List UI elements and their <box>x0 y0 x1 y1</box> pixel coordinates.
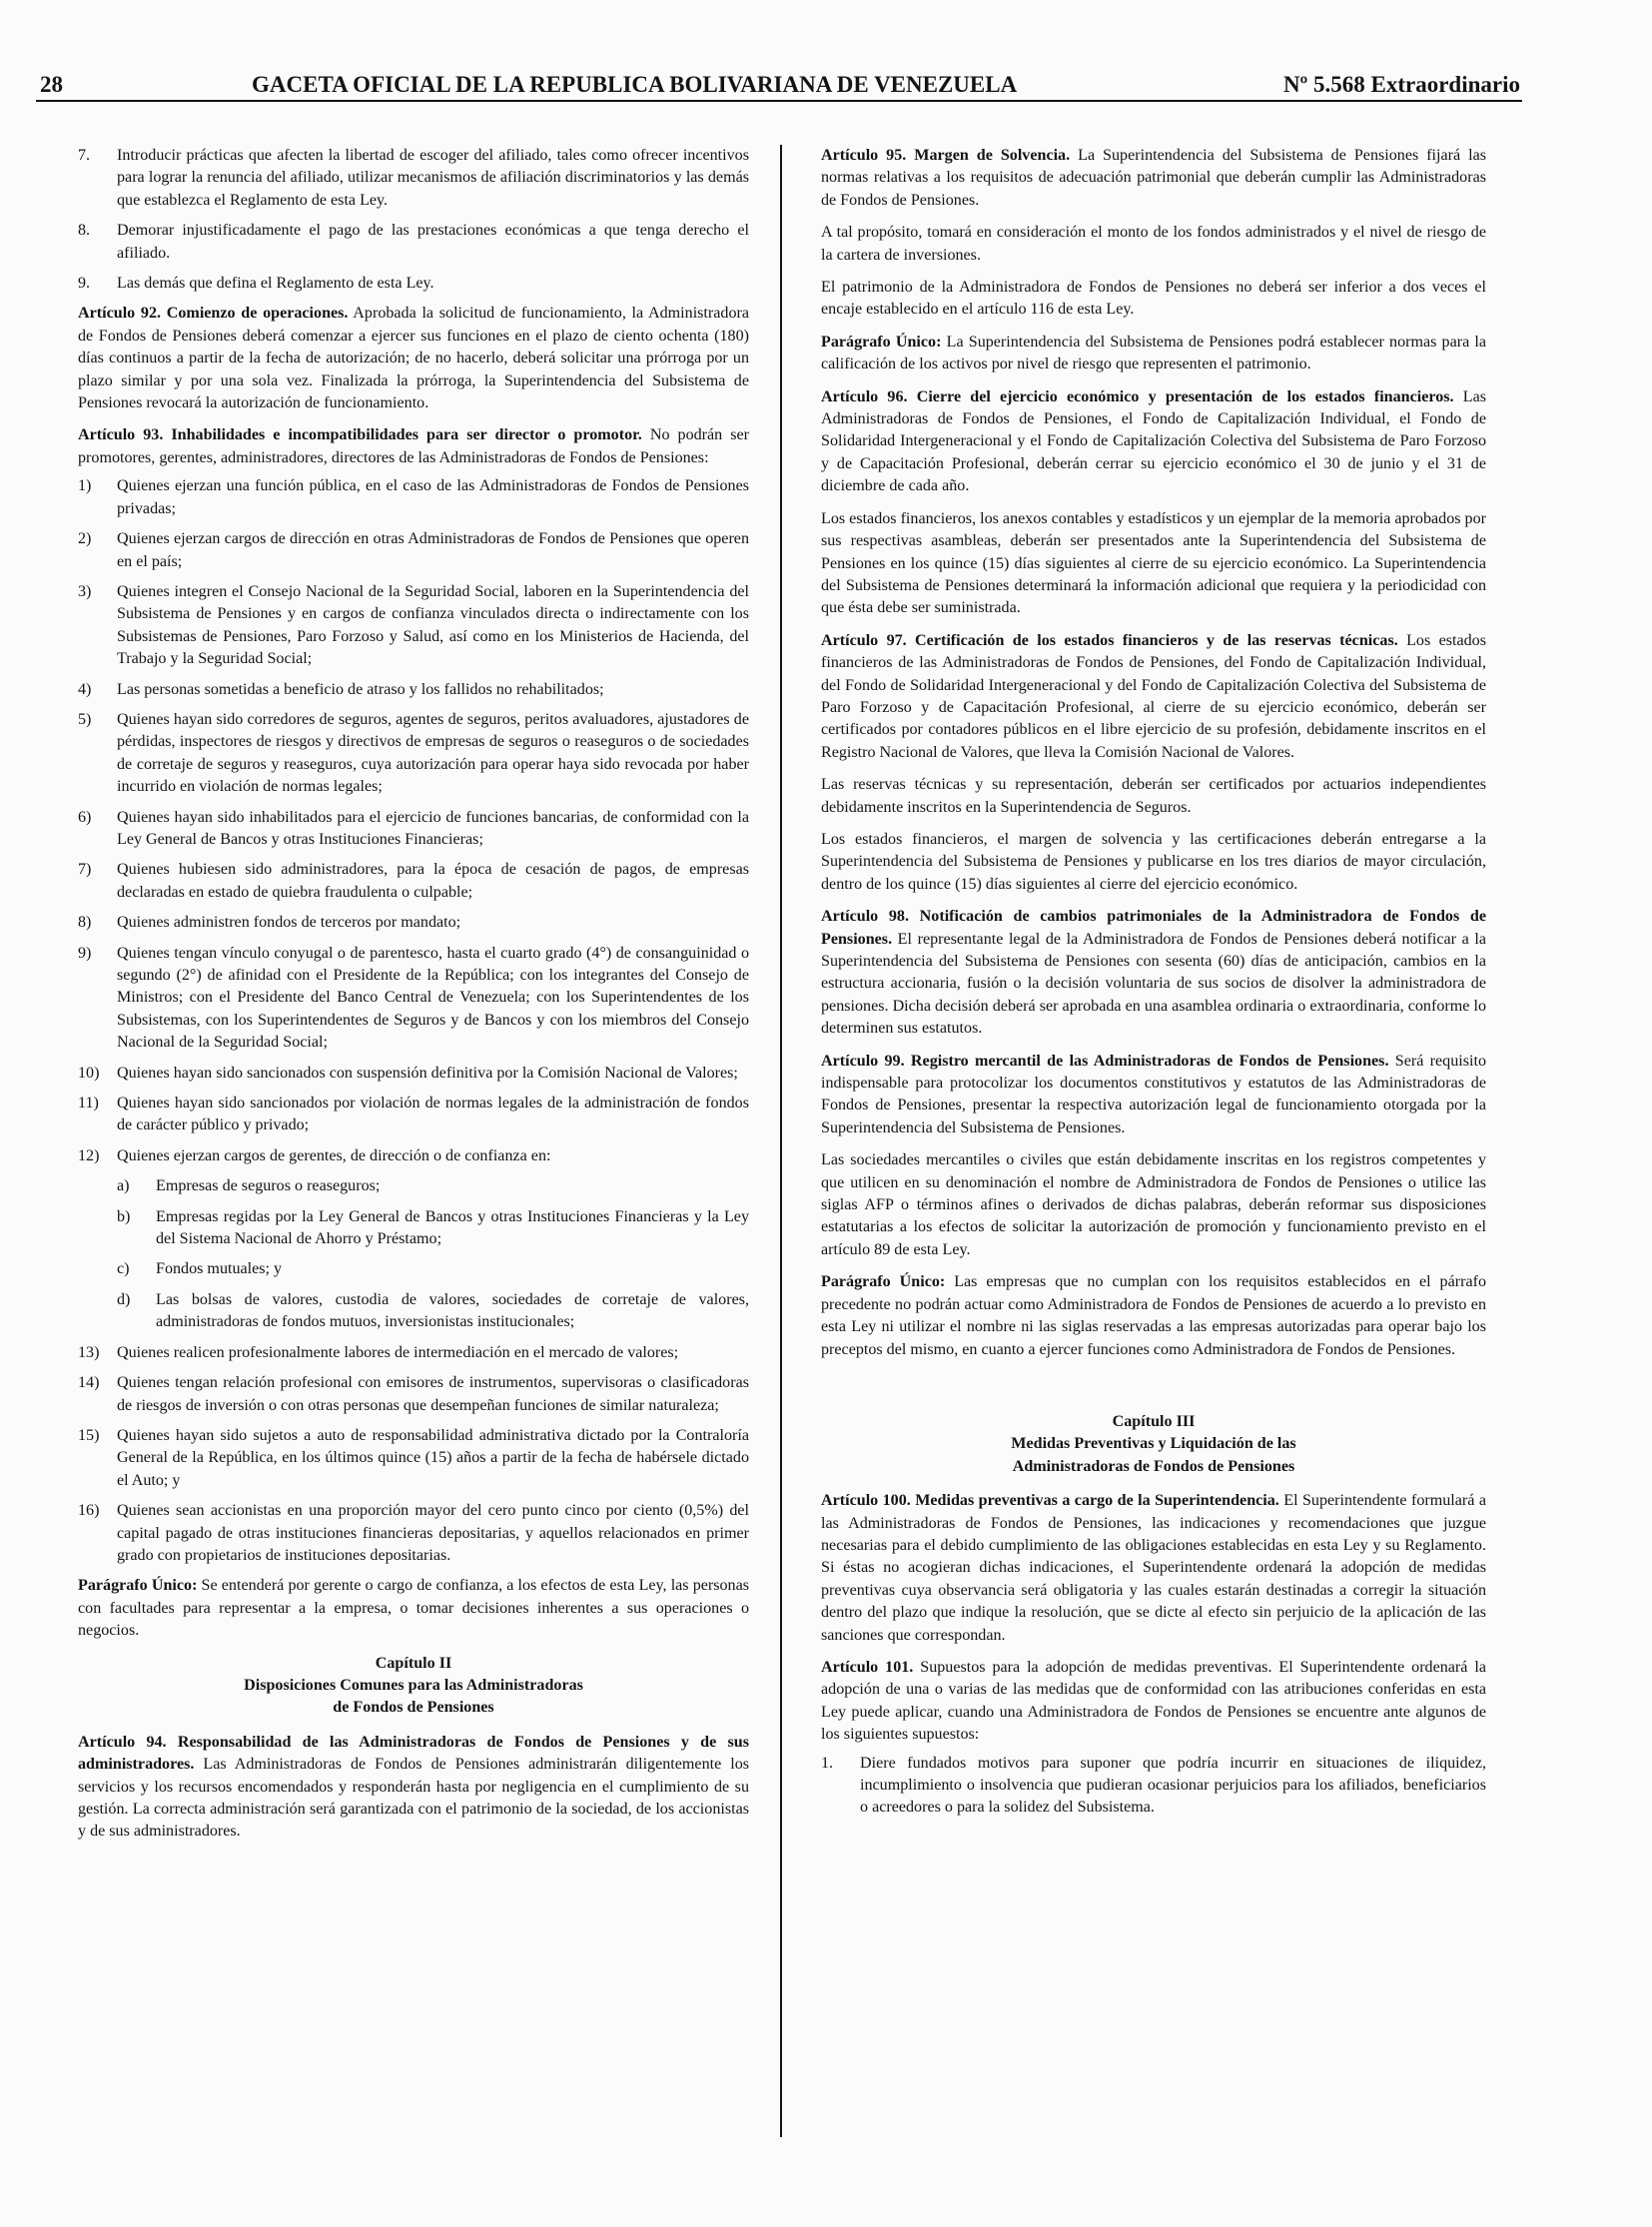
list-item: 7) Quienes hubiesen sido administradores, para la época de cesación de pagos, de empresas declaradas en estado de quiebra fraudulenta o culpable; <box>78 861 749 901</box>
sub-list-item: c) Fondos mutuales; y <box>117 1260 283 1278</box>
article-title: Artículo 97. Certificación de los estados financieros y de las reservas técnicas. <box>821 631 1398 649</box>
chapter-3-heading <box>821 1411 1486 1478</box>
article-title: Artículo 92. Comienzo de operaciones. <box>78 305 349 323</box>
list-item: 1) Quienes ejerzan una función pública, en el caso de las Administradoras de Fondos de Pensiones privadas; <box>78 477 749 517</box>
list-item: 8. Demorar injustificadamente el pago de las prestaciones económicas a que tenga derecho el afiliado. <box>78 222 749 262</box>
list-item: 9) Quienes tengan vínculo conyugal o de parentesco, hasta el cuarto grado (4°) de consanguinidad o segundo (2°) de afinidad con el Presidente de la República; con los integrantes del Consejo de Ministros; con el Presidente del Banco Central de Venezuela; con los Superintendentes de los Subsistemas, con los Superintendentes de Seguros y de Bancos y con los miembros del Consejo Nacional de la Seguridad Social; <box>78 944 749 1052</box>
sub-list-item: d) Las bolsas de valores, custodia de valores, sociedades de corretaje de valores, administradoras de fondos mutuos, inversionistas institucionales; <box>117 1290 749 1331</box>
article-title: Artículo 99. Registro mercantil de las Administradoras de Fondos de Pensiones. <box>821 1052 1389 1070</box>
article-93-paragraph: Parágrafo Único: Se entenderá por gerente o cargo de confianza, a los efectos de esta Ley, las personas con facultades para representar a la empresa, o tomar decisiones inherentes a sus operaciones o negocios. <box>78 1577 750 1640</box>
article-99: Artículo 99. Registro mercantil de las Administradoras de Fondos de Pensiones. Será requisito indispensable para protocolizar los documentos constitutivos y estatutos de las Administradoras de Fondos de Pensiones, presentar la respectiva autorización legal de funcionamiento otorgada por la Superintendencia del Subsistema de Pensiones. <box>821 1052 1486 1136</box>
sub-list-item: b) Empresas regidas por la Ley General de Bancos y otras Instituciones Financieras y la Ley del Sistema Nacional de Ahorro y Préstamo; <box>117 1207 749 1248</box>
sub-list-item: a) Empresas de seguros o reaseguros; <box>117 1177 381 1195</box>
list-item: 13) Quienes realicen profesionalmente labores de intermediación en el mercado de valores; <box>78 1343 679 1361</box>
article-title: Artículo 100. Medidas preventivas a cargo de la Superintendencia. <box>821 1492 1279 1510</box>
list-item: 1. Diere fundados motivos para suponer que podría incurrir en situaciones de iliquidez, incumplimiento o insolvencia que pudieran ocasionar perjuicios para los afiliados, beneficiarios o acreedores o para la solidez del Subsistema. <box>821 1754 1486 1817</box>
gazette-title: GACETA OFICIAL DE LA REPUBLICA BOLIVARIANA DE VENEZUELA <box>252 72 1018 97</box>
list-item: 14) Quienes tengan relación profesional con emisores de instrumentos, supervisoras o clasificadoras de riesgos de inversión o con otras personas que desempeñan funciones de similar naturaleza; <box>78 1374 749 1414</box>
article-title: Artículo 93. Inhabilidades e incompatibilidades para ser director o promotor. <box>78 426 642 444</box>
article-title: Artículo 95. Margen de Solvencia. <box>821 147 1071 164</box>
list-item: 7. Introducir prácticas que afecten la libertad de escoger del afiliado, tales como ofrecer incentivos para lograr la renuncia del afiliado, utilizar mecanismos de afiliación discriminatorios y las demás que establezca el Reglamento de esta Ley. <box>78 147 749 209</box>
article-94: Artículo 94. Responsabilidad de las Administradoras de Fondos de Pensiones y de sus administradores. Las Administradoras de Fondos de Pensiones administrarán diligentemente los servicios y los recursos encomendados y responderán hasta por negligencia en el cumplimiento de su gestión. La correcta administración será garantizada con el patrimonio de la sociedad, de los accionistas y de sus administradores. <box>78 1733 749 1841</box>
chapter-label: Capítulo III <box>1112 1412 1196 1430</box>
list-item: 4) Las personas sometidas a beneficio de atraso y los fallidos no rehabilitados; <box>78 680 604 698</box>
article-title: Artículo 96. Cierre del ejercicio económico y presentación de los estados financieros. <box>821 387 1454 405</box>
article-92: Artículo 92. Comienzo de operaciones. Aprobada la solicitud de funcionamiento, la Administradora de Fondos de Pensiones deberá comenzar a ejercer sus funciones en el plazo de ciento ochenta (180) días continuos a partir de la fecha de autorización; de no hacerlo, deberá solicitar una prórroga por un plazo similar y por una sola vez. Finalizada la prórroga, la Superintendencia del Subsistema de Pensiones revocará la autorización de funcionamiento. <box>78 305 750 412</box>
article-98: Artículo 98. Notificación de cambios patrimoniales de la Administradora de Fondos de Pensiones. El representante legal de la Administradora de Fondos de Pensiones deberá notificar a la Superintendencia del Subsistema de Pensiones con sesenta (60) días de anticipación, cambios en la estructura accionaria, fusión o la decisión voluntaria de sus socios de disolver la administradora de pensiones. Dicha decisión deberá ser aprobada en una asamblea ordinaria o extraordinaria, conforme lo determinen sus estatutos. <box>821 908 1486 1038</box>
list-item: 10) Quienes hayan sido sancionados con suspensión definitiva por la Comisión Nacional de Valores; <box>78 1064 738 1082</box>
column-divider <box>780 145 782 2137</box>
list-item: 16) Quienes sean accionistas en una proporción mayor del cero punto cinco por ciento (0,5%) del capital pagado de otras instituciones financieras depositarias, y aquellos relacionados en primer grado con propietarios de instituciones depositarias. <box>78 1502 749 1564</box>
article-title: Artículo 94. Responsabilidad de las Administradoras de Fondos de Pensiones y de sus administradores. <box>78 1733 749 1774</box>
article-95-p3: El patrimonio de la Administradora de Fondos de Pensiones no deberá ser inferior a dos veces el encaje establecido en el artículo 116 de esta Ley. <box>821 279 1486 319</box>
list-item: 3) Quienes integren el Consejo Nacional de la Seguridad Social, laboren en la Superintendencia del Subsistema de Pensiones y en cargos de confianza vinculados directa o indirectamente con los Subsistemas de Pensiones, Paro Forzoso y Salud, así como en los Ministerios de Hacienda, del Trabajo y la Seguridad Social; <box>78 582 749 668</box>
list-item: 6) Quienes hayan sido inhabilitados para el ejercicio de funciones bancarias, de conformidad con la Ley General de Bancos y otras Instituciones Financieras; <box>78 808 749 848</box>
article-95-paragraph: Parágrafo Único: La Superintendencia del Subsistema de Pensiones podrá establecer normas para la calificación de los activos por nivel de riesgo que representen el patrimonio. <box>821 333 1487 373</box>
article-96: Artículo 96. Cierre del ejercicio económico y presentación de los estados financieros. Las Administradoras de Fondos de Pensiones, el Fondo de Capitalización Individual, el Fondo de Solidaridad Intergeneracional y el Fondo de Capitalización Colectiva del Subsistema de Paro Forzoso y de Capacitación Profesional, deberán cerrar su ejercicio económico el 30 de junio y el 31 de diciembre de cada año. <box>821 387 1487 495</box>
chapter-label: Capítulo II <box>375 1654 452 1672</box>
chapter-title-line: Medidas Preventivas y Liquidación de las <box>1011 1435 1296 1453</box>
article-title: Artículo 101. <box>821 1658 914 1676</box>
gazette-header <box>36 72 1522 102</box>
article-title: Artículo 98. Notificación de cambios patrimoniales de la Administradora de Fondos de Pensiones. <box>821 908 1486 948</box>
article-100: Artículo 100. Medidas preventivas a cargo de la Superintendencia. El Superintendente formulará a las Administradoras de Fondos de Pensiones, las indicaciones y recomendaciones que juzgue necesarias para el debido cumplimiento de las obligaciones establecidas en esta Ley y su Reglamento. Si éstas no acogieran dichas indicaciones, el Superintendente ordenará la adopción de medidas preventivas cuya observancia será obligatoria y las cuales estarán destinadas a corregir la situación dentro del plazo que indique la resolución, que se dicte al efecto sin perjuicio de la aplicación de las sanciones que correspondan. <box>821 1492 1486 1644</box>
list-item: 11) Quienes hayan sido sancionados por violación de normas legales de la administración de fondos de carácter público y privado; <box>78 1095 749 1134</box>
chapter-title-line: Administradoras de Fondos de Pensiones <box>1012 1457 1295 1475</box>
right-column <box>821 145 1486 1828</box>
prohibitions-list-continued <box>78 145 749 295</box>
chapter-title-line: de Fondos de Pensiones <box>333 1699 494 1717</box>
article-96-p2: Los estados financieros, los anexos contables y estadísticos y un ejemplar de la memoria aprobados por sus respectivas asambleas, deberán ser presentados ante la Superintendencia del Subsistema de Pensiones en los quince (15) días siguientes al cierre de su ejercicio económico. La Superintendencia del Subsistema de Pensiones determinará la información adicional que requiera y la periodicidad con que ésta debe ser suministrada. <box>821 509 1486 617</box>
list-item: 12) Quienes ejerzan cargos de gerentes, de dirección o de confianza en: <box>78 1146 551 1164</box>
article-101: Artículo 101. Supuestos para la adopción de medidas preventivas. El Superintendente ordenará la adopción de una o varias de las medidas que de conformidad con las atribuciones conferidas en esta Ley puede aplicar, cuando una Administradora de Fondos de Pensiones se encuentre ante algunos de los siguientes supuestos: <box>821 1658 1486 1744</box>
list-item: 2) Quienes ejerzan cargos de dirección en otras Administradoras de Fondos de Pensiones que operen en el país; <box>78 530 749 570</box>
article-97: Artículo 97. Certificación de los estados financieros y de las reservas técnicas. Los estados financieros de las Administradoras de Fondos de Pensiones, del Fondo de Capitalización Individual, del Fondo de Solidaridad Intergeneracional y del Fondo de Capitalización Colectiva del Subsistema de Paro Forzoso y de Capacitación Profesional, al cierre de su ejercicio económico, deberán ser certificados por contadores públicos en el libre ejercicio de su profesión, debidamente inscritos en el Registro Nacional de Valores, que lleva la Comisión Nacional de Valores. <box>821 631 1486 761</box>
article-93: Artículo 93. Inhabilidades e incompatibilidades para ser director o promotor. No podrán ser promotores, gerentes, administradores, directores de las Administradoras de Fondos de Pensiones: <box>78 426 749 466</box>
issue-number: Nº 5.568 Extraordinario <box>1283 72 1520 97</box>
article-99-paragraph: Parágrafo Único: Las empresas que no cumplan con los requisitos establecidos en el párrafo precedente no podrán actuar como Administradora de Fondos de Pensiones de acuerdo a lo previsto en esta Ley ni utilizar el nombre ni las siglas reservadas a las empresas autorizadas para operar bajo los preceptos del mismo, en cuanto a ejercer funciones como Administradora de Fondos de Pensiones. <box>821 1273 1487 1358</box>
list-item: 8) Quienes administren fondos de terceros por mandato; <box>78 914 461 932</box>
article-95: Artículo 95. Margen de Solvencia. La Superintendencia del Subsistema de Pensiones fijará las normas relativas a los requisitos de adecuación patrimonial que deberán cumplir las Administradoras de Fondos de Pensiones. <box>821 147 1486 209</box>
chapter-title-line: Disposiciones Comunes para las Administradoras <box>244 1676 583 1694</box>
article-99-p2: Las sociedades mercantiles o civiles que están debidamente inscritas en los registros competentes y que utilicen en su denominación el nombre de Administradora de Fondos de Pensiones o utilice las siglas AFP o términos afines o derivados de dichas palabras, deberán reformar sus disposiciones estatutarias a los efectos de solicitar la autorización de promoción y funcionamiento previsto en el artículo 89 de esta Ley. <box>821 1151 1486 1258</box>
left-column <box>78 145 749 1854</box>
article-93-list <box>78 475 749 1567</box>
article-95-p2: A tal propósito, tomará en consideración el monto de los fondos administrados y el nivel de riesgo de la cartera de inversiones. <box>821 224 1486 264</box>
list-item: 15) Quienes hayan sido sujetos a auto de responsabilidad administrativa dictado por la Contraloría General de la República, en los últimos quince (15) años a partir de la fecha de habérsele dictado el Auto; y <box>78 1426 749 1489</box>
article-97-p2: Las reservas técnicas y su representación, deberán ser certificados por actuarios independientes debidamente inscritos en la Superintendencia de Seguros. <box>821 776 1486 816</box>
article-97-p3: Los estados financieros, el margen de solvencia y las certificaciones deberán entregarse a la Superintendencia del Subsistema de Pensiones y publicarse en los tres diarios de mayor circulación, dentro de los quince (15) días siguientes al cierre del ejercicio económico. <box>821 830 1486 893</box>
list-item: 5) Quienes hayan sido corredores de seguros, agentes de seguros, peritos avaluadores, ajustadores de pérdidas, inspectores de riesgos y directivos de empresas de seguros o reaseguros o de sociedades de corretaje de seguros y reaseguros, cuya autorización para operar haya sido revocada por haber incurrido en violación de normas legales; <box>78 710 749 796</box>
page-number: 28 <box>40 72 63 97</box>
chapter-2-heading <box>78 1653 749 1720</box>
list-item: 9. Las demás que defina el Reglamento de esta Ley. <box>78 275 434 293</box>
